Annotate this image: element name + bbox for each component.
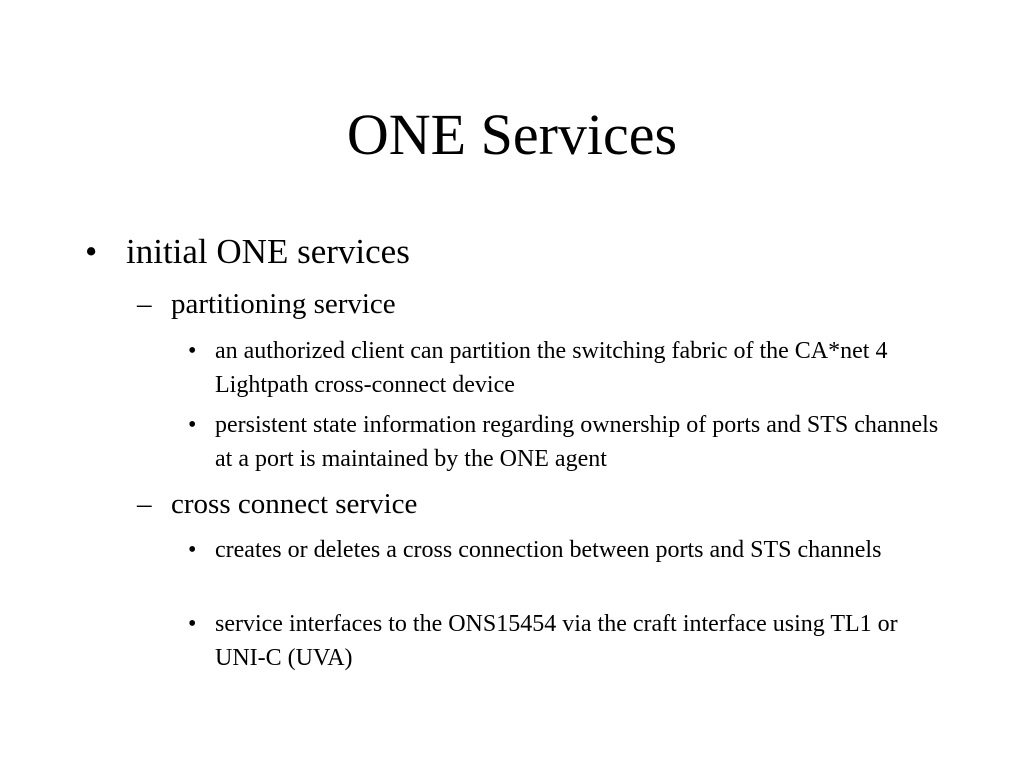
- list-item: [188, 533, 948, 567]
- list-item-text: creates or deletes a cross connection between ports and STS channels: [215, 537, 882, 563]
- bullet-dot-icon: •: [188, 611, 197, 637]
- list-item: [188, 334, 948, 402]
- bullet-dot-icon: •: [85, 232, 98, 271]
- subheading-partitioning: [137, 286, 396, 322]
- slide-title: ONE Services: [346, 102, 678, 167]
- bullet-level1: [85, 230, 410, 274]
- list-item: [188, 408, 948, 476]
- bullet-dot-icon: •: [188, 338, 197, 364]
- bullet-dot-icon: •: [188, 537, 197, 563]
- list-item: [188, 607, 948, 675]
- list-item-text: persistent state information regarding ownership of ports and STS channels at a port is maintained by the ONE agent: [215, 412, 939, 472]
- dash-icon: –: [137, 288, 152, 320]
- subheading-cross-connect: [137, 486, 417, 522]
- bullet-level1-text: initial ONE services: [126, 232, 410, 271]
- list-item-text: service interfaces to the ONS15454 via the craft interface using TL1 or UNI-C (UVA): [215, 611, 898, 671]
- list-item-text: an authorized client can partition the switching fabric of the CA*net 4 Lightpath cross-connect device: [215, 338, 888, 398]
- subheading-partitioning-text: partitioning service: [171, 288, 396, 320]
- subheading-cross-connect-text: cross connect service: [171, 488, 418, 520]
- dash-icon: –: [137, 488, 152, 520]
- bullet-dot-icon: •: [188, 412, 197, 438]
